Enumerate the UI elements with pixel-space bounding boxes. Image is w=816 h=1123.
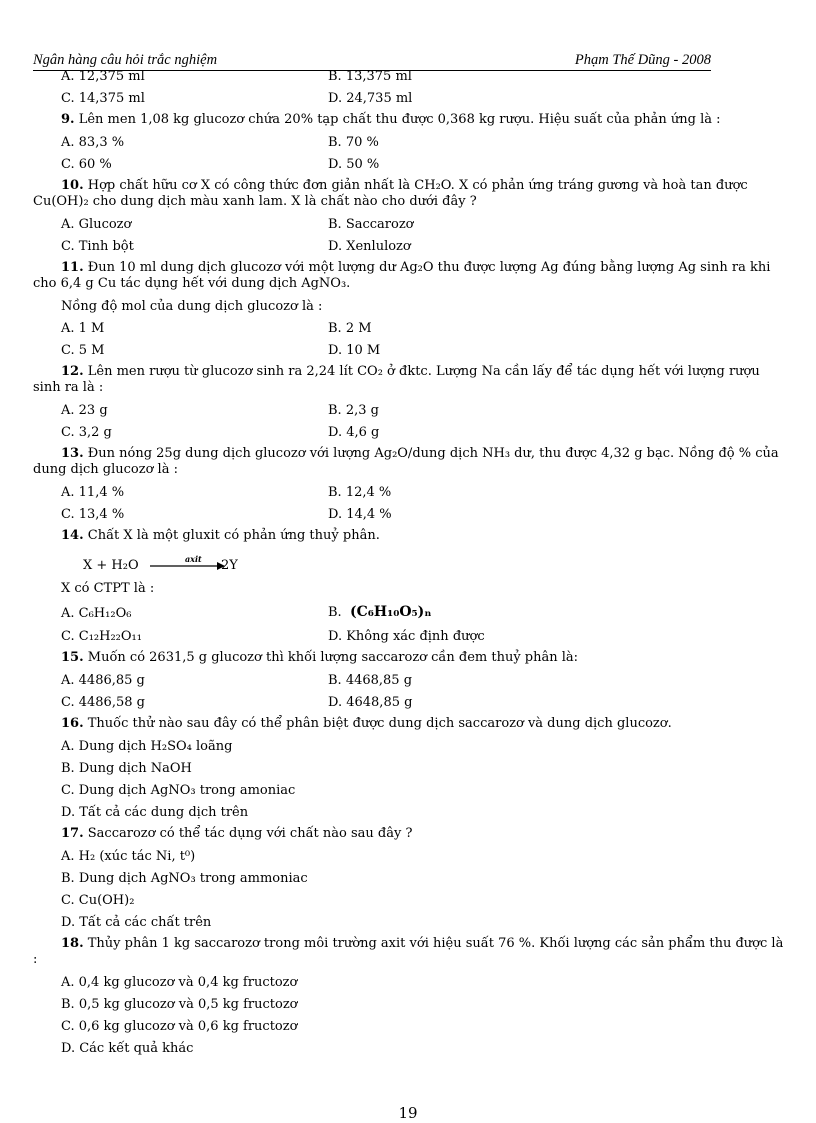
question-number: 10.	[61, 178, 84, 193]
option-b: B. 4468,85 g	[328, 673, 413, 688]
option-row	[33, 66, 785, 88]
option-c: C. 4486,58 g	[61, 695, 145, 710]
option-row	[33, 626, 785, 648]
question-13	[33, 446, 785, 478]
option-b: B. 12,4 %	[328, 485, 392, 500]
question-number: 12.	[61, 364, 84, 379]
option-c: C. 0,6 kg glucozơ và 0,6 kg fructozơ	[61, 1019, 298, 1034]
option-d: D. 4648,85 g	[328, 695, 413, 710]
question-number: 16.	[61, 716, 84, 731]
reaction-equation	[33, 548, 785, 578]
question-number: 9.	[61, 112, 75, 127]
question-10	[33, 178, 785, 210]
question-text: Thủy phân 1 kg saccarozơ trong môi trường axit với hiệu suất 76 %. Khối lượng các sản phẩm thu được là :	[33, 936, 784, 967]
option-row	[33, 670, 785, 692]
option-row	[33, 132, 785, 154]
option-b: B. Saccarozơ	[328, 217, 414, 232]
option-c: C. 13,4 %	[61, 507, 125, 522]
option-d: D. 4,6 g	[328, 425, 380, 440]
option-b: B. 0,5 kg glucozơ và 0,5 kg fructozơ	[61, 997, 298, 1012]
option-d: D. 50 %	[328, 157, 380, 172]
question-11	[33, 260, 785, 292]
option-c: C. 14,375 ml	[61, 91, 145, 106]
option-row	[33, 422, 785, 444]
option-row	[33, 692, 785, 714]
question-number: 18.	[61, 936, 84, 951]
question-text: Đun nóng 25g dung dịch glucozơ với lượng Ag₂O/dung dịch NH₃ dư, thu được 4,32 g bạc. Nồng độ % của dung dịch glucozơ là :	[33, 446, 779, 477]
option-d: D. 14,4 %	[328, 507, 392, 522]
option-b: B. 2,3 g	[328, 403, 379, 418]
option-b: B. Dung dịch NaOH	[61, 761, 192, 776]
option-a: A. C₆H₁₂O₆	[61, 606, 132, 621]
option-b-formula: (C₆H₁₀O₅)ₙ	[349, 604, 432, 620]
option-row	[33, 400, 785, 422]
option-row	[33, 600, 785, 626]
reaction-condition: axit	[185, 554, 202, 564]
option-c: C. 3,2 g	[61, 425, 112, 440]
option-row	[33, 318, 785, 340]
question-text: Lên men 1,08 kg glucozơ chứa 20% tạp chất thu được 0,368 kg rượu. Hiệu suất của phản ứng là :	[78, 112, 721, 127]
option-c: C. Tinh bột	[61, 239, 134, 254]
option-c: C. Dung dịch AgNO₃ trong amoniac	[61, 783, 296, 798]
question-15	[33, 650, 785, 666]
question-number: 17.	[61, 826, 84, 841]
question-text: Đun 10 ml dung dịch glucozơ với một lượng dư Ag₂O thu được lượng Ag đúng bằng lượng Ag sinh ra khi cho 6,4 g Cu tác dụng hết với dung dịch AgNO₃.	[33, 260, 771, 291]
option-a: A. Glucozơ	[61, 217, 132, 232]
option-a: A. 4486,85 g	[61, 673, 145, 688]
option-d: D. Các kết quả khác	[61, 1041, 194, 1056]
question-18	[33, 936, 785, 968]
option-d: D. 24,735 ml	[328, 91, 413, 106]
question-17	[33, 826, 785, 842]
question-12	[33, 364, 785, 396]
option-d: D. 10 M	[328, 343, 381, 358]
question-9	[33, 112, 785, 128]
question-list	[33, 66, 785, 1060]
option-c: C. Cu(OH)₂	[61, 893, 135, 908]
option-a: A. 12,375 ml	[61, 69, 145, 84]
question-number: 14.	[61, 528, 84, 543]
option-row	[33, 482, 785, 504]
question-number: 11.	[61, 260, 84, 275]
option-d: D. Không xác định được	[328, 629, 485, 644]
option-d: D. Tất cả các chất trên	[61, 915, 212, 930]
question-subtext: Nồng độ mol của dung dịch glucozơ là :	[61, 299, 323, 314]
question-text: Muốn có 2631,5 g glucozơ thì khối lượng saccarozơ cần đem thuỷ phân là:	[87, 650, 579, 665]
option-row	[33, 88, 785, 110]
option-c: C. C₁₂H₂₂O₁₁	[61, 629, 142, 644]
option-b: B. 2 M	[328, 321, 372, 336]
header-title: Ngân hàng câu hỏi trắc nghiệm	[33, 52, 218, 68]
option-b: B. Dung dịch AgNO₃ trong ammoniac	[61, 871, 308, 886]
header-author: Phạm Thế Dũng - 2008	[574, 52, 711, 68]
option-c: C. 5 M	[61, 343, 105, 358]
question-number: 15.	[61, 650, 84, 665]
page-number: 19	[398, 1104, 418, 1122]
option-a: A. 23 g	[61, 403, 108, 418]
equation-rhs: 2Y	[221, 558, 238, 573]
option-row	[33, 236, 785, 258]
question-text: Lên men rượu từ glucozơ sinh ra 2,24 lít CO₂ ở đktc. Lượng Na cần lấy để tác dụng hết với lượng rượu sinh ra là :	[33, 364, 760, 395]
option-a: A. H₂ (xúc tác Ni, t⁰)	[61, 849, 196, 864]
option-row	[33, 340, 785, 362]
option-row	[33, 504, 785, 526]
option-a: A. 83,3 %	[61, 135, 125, 150]
option-b: B. 70 %	[328, 135, 379, 150]
option-b	[328, 604, 432, 621]
option-a: A. 1 M	[61, 321, 105, 336]
option-a: A. 0,4 kg glucozơ và 0,4 kg fructozơ	[61, 975, 298, 990]
equation-lhs: X + H₂O	[83, 558, 139, 573]
option-b: B. 13,375 ml	[328, 69, 412, 84]
question-number: 13.	[61, 446, 84, 461]
question-text: Chất X là một gluxit có phản ứng thuỷ phân.	[87, 528, 380, 543]
option-a: A. 11,4 %	[61, 485, 125, 500]
question-text: Thuốc thử nào sau đây có thể phân biệt được dung dịch saccarozơ và dung dịch glucozơ.	[87, 716, 672, 731]
question-text: Saccarozơ có thể tác dụng với chất nào sau đây ?	[87, 826, 413, 841]
option-d: D. Tất cả các dung dịch trên	[61, 805, 249, 820]
question-16	[33, 716, 785, 732]
question-subtext: X có CTPT là :	[61, 581, 155, 596]
option-b-prefix: B.	[328, 605, 342, 620]
question-14	[33, 528, 785, 544]
option-row	[33, 214, 785, 236]
option-a: A. Dung dịch H₂SO₄ loãng	[61, 739, 233, 754]
option-d: D. Xenlulozơ	[328, 239, 411, 254]
option-c: C. 60 %	[61, 157, 112, 172]
option-row	[33, 154, 785, 176]
question-text: Hợp chất hữu cơ X có công thức đơn giản nhất là CH₂O. X có phản ứng tráng gương và hoà tan được Cu(OH)₂ cho dung dịch màu xanh lam. X là chất nào cho dưới đây ?	[33, 178, 748, 209]
